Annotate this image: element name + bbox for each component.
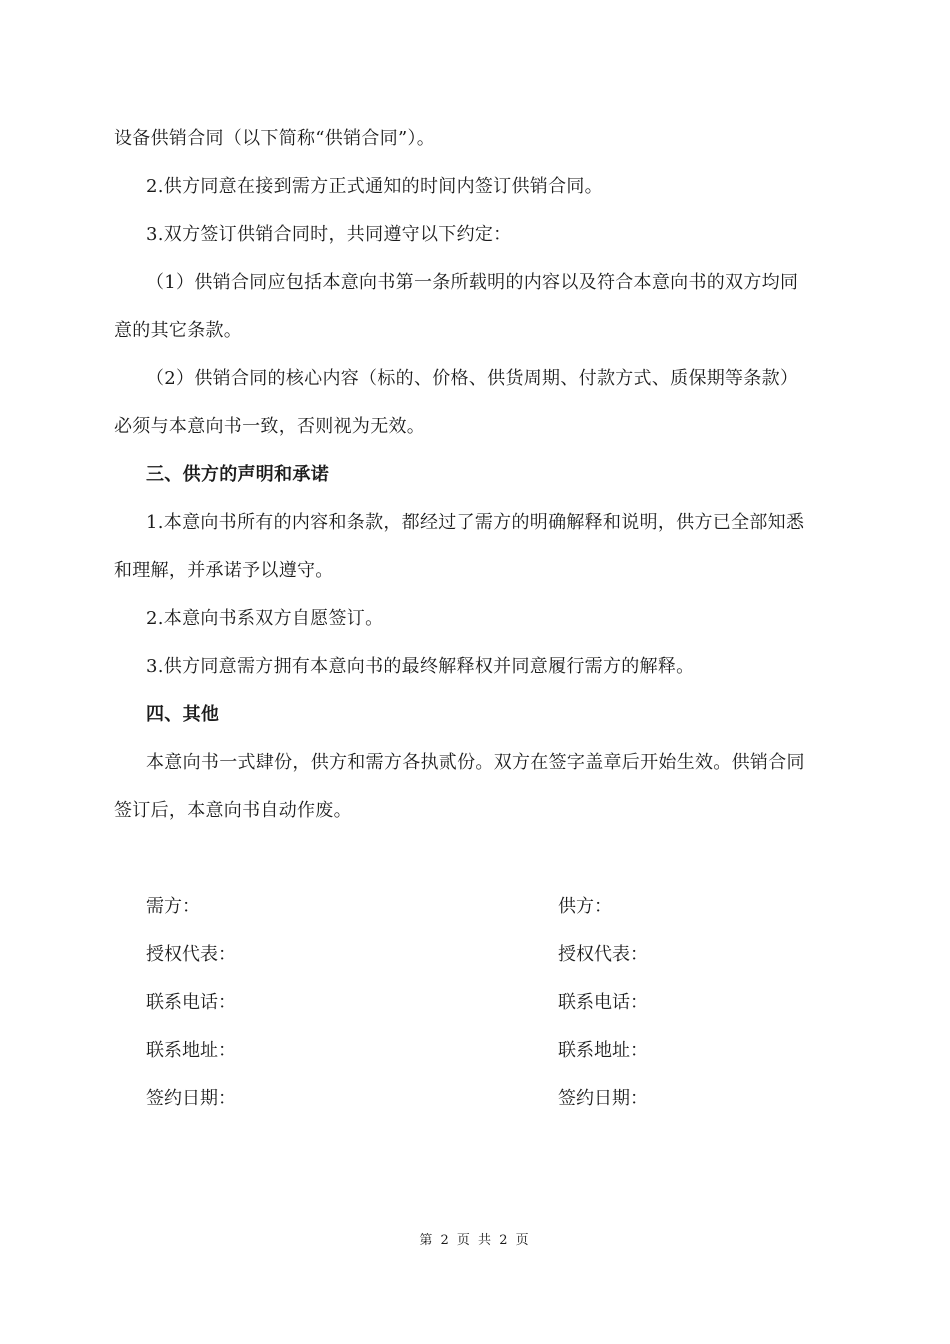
- paragraph-line: 3.双方签订供销合同时，共同遵守以下约定：: [146, 224, 512, 245]
- paragraph-line: 设备供销合同（以下简称“供销合同”）。: [114, 128, 436, 149]
- paragraph-line: 本意向书一式肆份，供方和需方各执贰份。双方在签字盖章后开始生效。供销合同: [146, 752, 805, 773]
- supplier-label: 供方：: [558, 896, 612, 917]
- paragraph-line: 2.供方同意在接到需方正式通知的时间内签订供销合同。: [146, 176, 603, 197]
- buyer-representative-label: 授权代表：: [146, 944, 236, 965]
- buyer-phone-label: 联系电话：: [146, 992, 236, 1013]
- paragraph-line: 和理解，并承诺予以遵守。: [114, 560, 334, 581]
- paragraph-line: 签订后，本意向书自动作废。: [114, 800, 352, 821]
- buyer-address-label: 联系地址：: [146, 1040, 236, 1061]
- paragraph-line: 意的其它条款。: [114, 320, 243, 341]
- paragraph-line: （1）供销合同应包括本意向书第一条所载明的内容以及符合本意向书的双方均同: [146, 272, 799, 293]
- paragraph-line: 3.供方同意需方拥有本意向书的最终解释权并同意履行需方的解释。: [146, 656, 695, 677]
- paragraph-line: 1.本意向书所有的内容和条款，都经过了需方的明确解释和说明，供方已全部知悉: [146, 512, 805, 533]
- supplier-date-label: 签约日期：: [558, 1088, 648, 1109]
- paragraph-line: （2）供销合同的核心内容（标的、价格、供货周期、付款方式、质保期等条款）: [146, 368, 799, 389]
- supplier-phone-label: 联系电话：: [558, 992, 648, 1013]
- supplier-address-label: 联系地址：: [558, 1040, 648, 1061]
- paragraph-line: 必须与本意向书一致，否则视为无效。: [114, 416, 426, 437]
- section-heading: 四、其他: [146, 704, 220, 725]
- page-number-footer: 第 2 页 共 2 页: [419, 1233, 531, 1248]
- buyer-label: 需方：: [146, 896, 200, 917]
- section-heading: 三、供方的声明和承诺: [146, 464, 329, 485]
- buyer-date-label: 签约日期：: [146, 1088, 236, 1109]
- paragraph-line: 2.本意向书系双方自愿签订。: [146, 608, 384, 629]
- supplier-representative-label: 授权代表：: [558, 944, 648, 965]
